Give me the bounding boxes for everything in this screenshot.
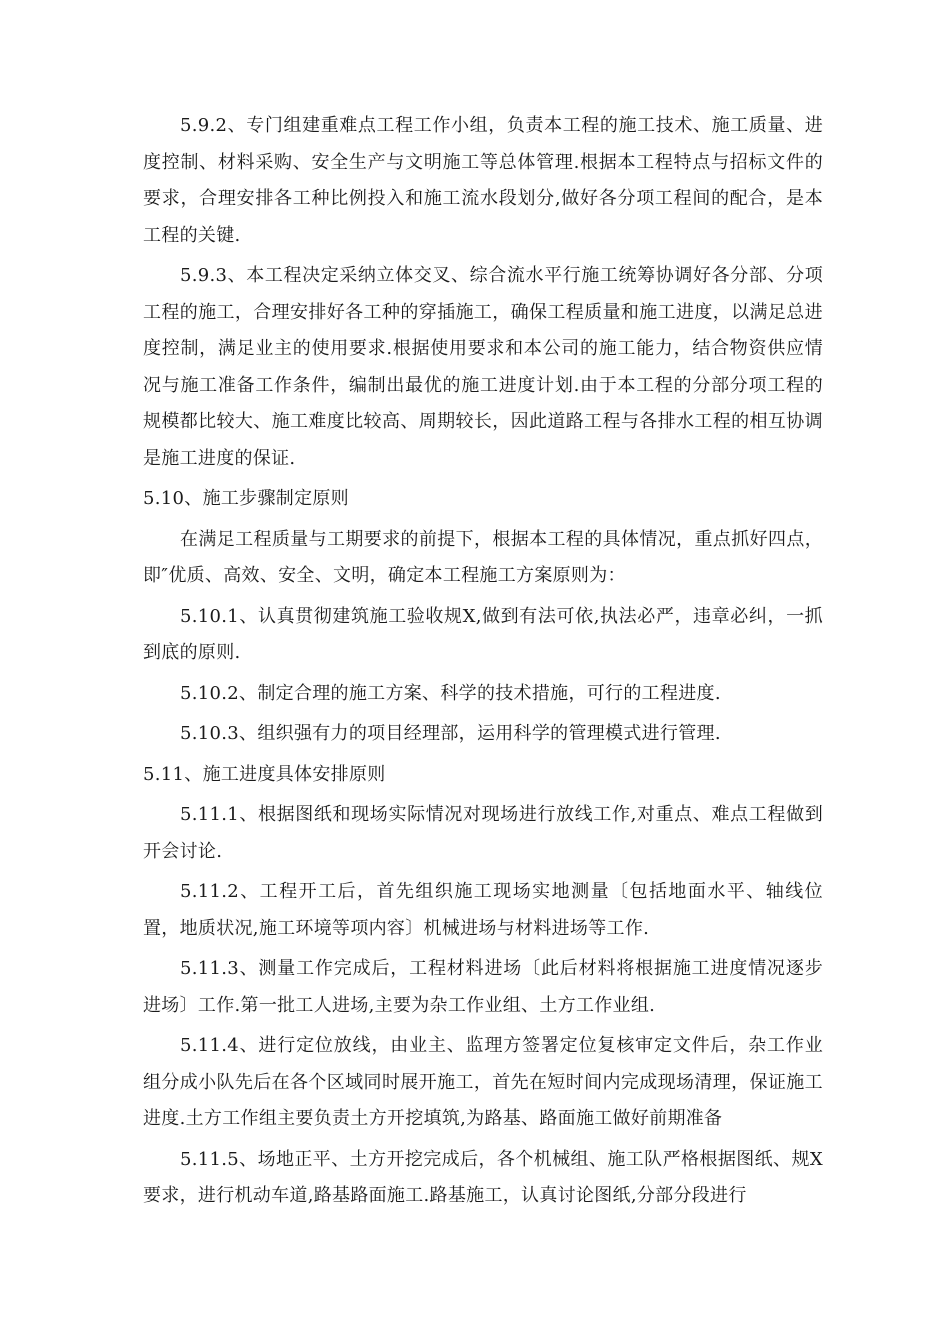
paragraph-5-11-3: 5.11.3、测量工作完成后，工程材料进场〔此后材料将根据施工进度情况逐步进场〕工作.第一批工人进场,主要为杂工作业组、土方工作业组. — [143, 958, 823, 1016]
paragraph-5-10-intro: 在满足工程质量与工期要求的前提下，根据本工程的具体情况，重点抓好四点，即″优质、高效、安全、文明，确定本工程施工方案原则为： — [143, 528, 823, 586]
paragraph-5-11-2: 5.11.2、工程开工后，首先组织施工现场实地测量〔包括地面水平、轴线位置，地质状况,施工环境等项内容〕机械进场与材料进场等工作. — [143, 881, 823, 939]
paragraph-5-9-3: 5.9.3、本工程决定采纳立体交叉、综合流水平行施工统筹协调好各分部、分项工程的施工，合理安排好各工种的穿插施工，确保工程质量和施工进度，以满足总进度控制，满足业主的使用要求.根据使用要求和本公司的施工能力，结合物资供应情况与施工准备工作条件，编制出最优的施工进度计划.由于本工程的分部分项工程的规模都比较大、施工难度比较高、周期较长，因此道路工程与各排水工程的相互协调是施工进度的保证. — [143, 265, 823, 469]
paragraph-5-11-4: 5.11.4、进行定位放线，由业主、监理方签署定位复核审定文件后，杂工作业组分成小队先后在各个区域同时展开施工，首先在短时间内完成现场清理，保证施工进度.土方工作组主要负责土方开挖填筑,为路基、路面施工做好前期准备 — [143, 1035, 823, 1129]
paragraph-5-11-5: 5.11.5、场地正平、土方开挖完成后，各个机械组、施工队严格根据图纸、规X要求，进行机动车道,路基路面施工.路基施工，认真讨论图纸,分部分段进行 — [143, 1148, 823, 1206]
paragraph-5-10-1: 5.10.1、认真贯彻建筑施工验收规X,做到有法可依,执法必严，违章必纠，一抓到底的原则. — [143, 605, 823, 663]
paragraph-5-11-1: 5.11.1、根据图纸和现场实际情况对现场进行放线工作,对重点、难点工程做到开会讨论. — [143, 804, 823, 862]
paragraph-5-9-2: 5.9.2、专门组建重难点工程工作小组，负责本工程的施工技术、施工质量、进度控制、材料采购、安全生产与文明施工等总体管理.根据本工程特点与招标文件的要求，合理安排各工种比例投入和施工流水段划分,做好各分项工程间的配合，是本工程的关键. — [143, 115, 823, 246]
section-heading-5-10: 5.10、施工步骤制定原则 — [143, 488, 349, 509]
section-heading-5-11: 5.11、施工进度具体安排原则 — [143, 763, 386, 785]
document-body — [143, 108, 823, 1219]
paragraph-5-10-2: 5.10.2、制定合理的施工方案、科学的技术措施，可行的工程进度. — [180, 682, 721, 704]
paragraph-5-10-3: 5.10.3、组织强有力的项目经理部，运用科学的管理模式进行管理. — [180, 723, 721, 744]
